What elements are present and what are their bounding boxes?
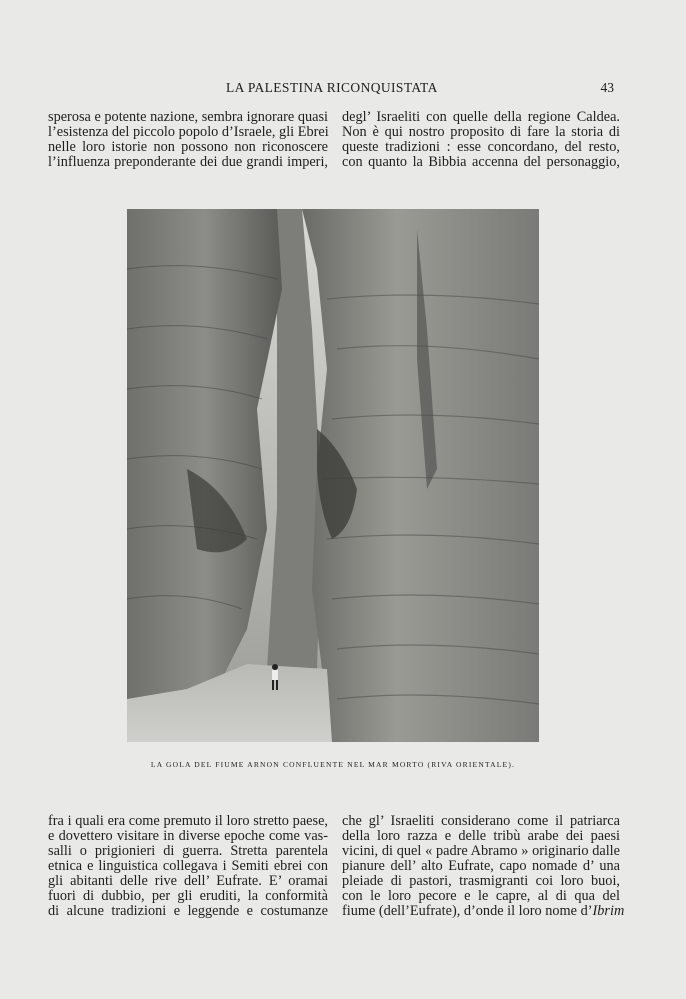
text-line: pleiade di pastori, trasmigranti coi loro buoi, [342, 873, 620, 889]
text-line-start: fiume (dell’Eufrate), d’onde il loro nome d’ [342, 903, 593, 919]
page-number: 43 [600, 80, 614, 95]
figure-caption: LA GOLA DEL FIUME ARNON CONFLUENTE NEL MAR MORTO (RIVA ORIENTALE). [150, 760, 516, 769]
text-line: sperosa e potente nazione, sembra ignorare quasi [48, 109, 328, 125]
text-line: etnica e linguistica collegava i Semiti ebrei con [48, 858, 328, 874]
text-line: della loro razza e delle tribù arabe dei paesi [342, 828, 620, 844]
text-line: fra i quali era come premuto il loro stretto paese, [48, 813, 328, 829]
text-column-top-right [342, 110, 620, 170]
text-line: queste tradizioni : esse concordano, del resto, [342, 139, 620, 155]
page-header [48, 80, 614, 100]
text-line: l’esistenza del piccolo popolo d’Israele, gli Ebrei [48, 124, 329, 140]
text-line: pianure dell’ alto Eufrate, capo nomade d’ una [342, 858, 620, 874]
text-line: salli o prigionieri di guerra. Stretta parentela [48, 843, 328, 859]
gorge-photograph [127, 209, 539, 742]
running-title: LA PALESTINA RICONQUISTATA [226, 80, 438, 95]
text-line-last [342, 903, 625, 919]
text-line: con quanto la Bibbia accenna del personaggio, [342, 154, 620, 170]
text-line: gli abitanti delle rive dell’ Eufrate. E’ oramai [48, 873, 328, 889]
text-line: di alcune tradizioni e leggende e costumanze [48, 903, 328, 919]
text-column-bottom-right [342, 813, 625, 919]
gorge-illustration [127, 209, 539, 742]
text-line: con le loro pecore e le capre, al di qua del [342, 888, 620, 904]
text-line: fuori di dubbio, per gli eruditi, la conformità [48, 888, 328, 904]
text-line: l’influenza preponderante dei due grandi imperi, [48, 154, 328, 170]
text-column-bottom-left [48, 814, 328, 919]
text-line: vicini, di quel « padre Abramo » originario dalle [342, 843, 620, 859]
text-line: nelle loro istorie non possono non riconoscere [48, 139, 328, 155]
text-line: e dovettero visitare in diverse epoche come vas- [48, 828, 328, 844]
italic-word: Ibrim [592, 903, 625, 919]
text-line: degl’ Israeliti con quelle della regione Caldea. [342, 109, 620, 125]
text-line: che gl’ Israeliti considerano come il patriarca [342, 813, 620, 829]
text-column-top-left [48, 110, 328, 170]
text-line: Non è qui nostro proposito di fare la storia di [342, 124, 620, 140]
